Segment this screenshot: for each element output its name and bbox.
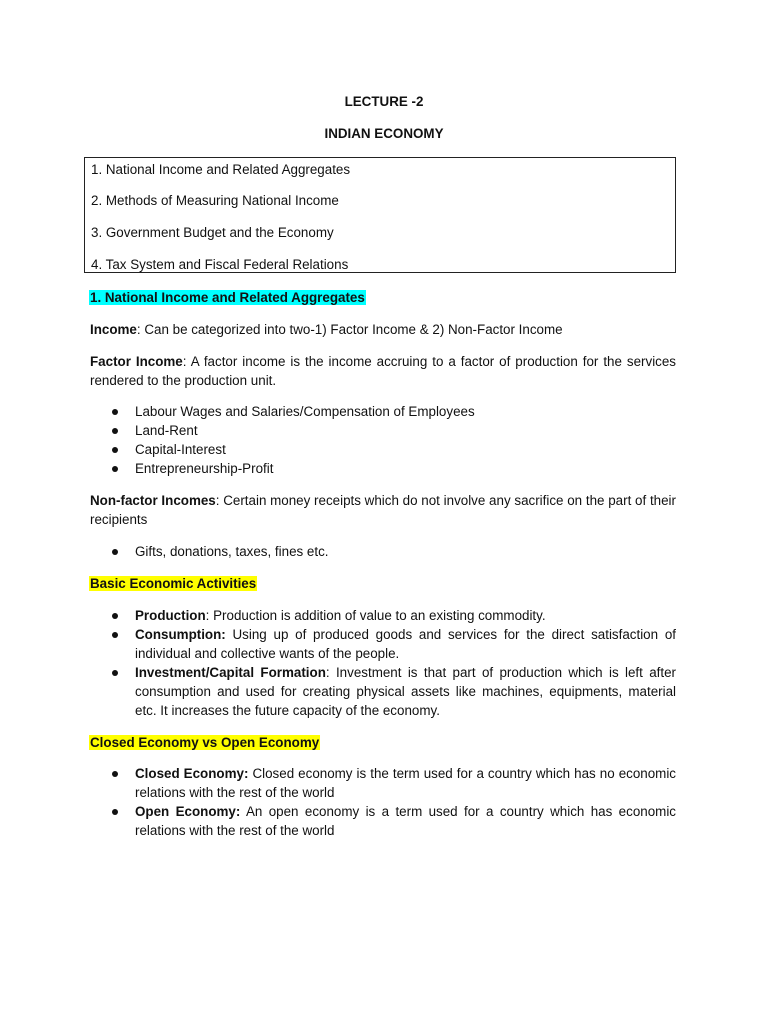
section-heading-basic-activities bbox=[89, 574, 257, 593]
list-item: Gifts, donations, taxes, fines etc. bbox=[90, 542, 676, 561]
section-heading-text: Closed Economy vs Open Economy bbox=[90, 735, 320, 750]
section-heading-closed-open-economy bbox=[89, 733, 320, 752]
bullet-icon bbox=[112, 409, 118, 415]
non-factor-text: : Certain money receipts which do not involve any sacrifice on the part of their recipients bbox=[90, 493, 676, 527]
non-factor-list bbox=[90, 542, 676, 561]
section-heading-text: Basic Economic Activities bbox=[90, 576, 257, 591]
bullet-icon bbox=[112, 670, 118, 676]
income-text: : Can be categorized into two-1) Factor Income & 2) Non-Factor Income bbox=[136, 322, 563, 337]
table-of-contents bbox=[84, 157, 676, 273]
factor-income-term: Factor Income bbox=[90, 354, 183, 369]
bullet-icon bbox=[112, 428, 118, 434]
list-item: Investment/Capital Formation: Investment is that part of production which is left after consumption and used for creating physical assets like machines, equipments, material etc. It increases the future capacity of the economy. bbox=[90, 663, 676, 720]
toc-item-1: 1. National Income and Related Aggregates bbox=[91, 162, 351, 177]
list-item: Labour Wages and Salaries/Compensation of Employees bbox=[90, 402, 676, 421]
bullet-icon bbox=[112, 771, 118, 777]
bullet-icon bbox=[112, 549, 118, 555]
lecture-title: LECTURE -2 bbox=[344, 94, 424, 109]
list-item: Production: Production is addition of value to an existing commodity. bbox=[90, 606, 676, 625]
list-item: Entrepreneurship-Profit bbox=[90, 459, 676, 478]
non-factor-term: Non-factor Incomes bbox=[90, 493, 216, 508]
income-term: Income bbox=[90, 322, 137, 337]
bullet-icon bbox=[112, 809, 118, 815]
bullet-icon bbox=[112, 447, 118, 453]
list-item: Consumption: Using up of produced goods and services for the direct satisfaction of individual and collective wants of the people. bbox=[90, 625, 676, 663]
economy-types-list bbox=[90, 764, 676, 840]
income-paragraph bbox=[90, 320, 676, 339]
toc-item-3: 3. Government Budget and the Economy bbox=[91, 225, 334, 240]
list-item: Closed Economy: Closed economy is the term used for a country which has no economic relations with the rest of the world bbox=[90, 764, 676, 802]
section-heading-text: 1. National Income and Related Aggregates bbox=[90, 290, 365, 305]
lecture-subtitle: INDIAN ECONOMY bbox=[324, 126, 444, 141]
factor-income-list bbox=[90, 402, 676, 478]
bullet-icon bbox=[112, 632, 118, 638]
economic-activities-list bbox=[90, 606, 676, 720]
list-item: Land-Rent bbox=[90, 421, 676, 440]
non-factor-income-paragraph bbox=[90, 491, 676, 529]
toc-item-4: 4. Tax System and Fiscal Federal Relations bbox=[91, 257, 349, 272]
bullet-icon bbox=[112, 466, 118, 472]
list-item: Open Economy: An open economy is a term used for a country which has economic relations with the rest of the world bbox=[90, 802, 676, 840]
list-item: Capital-Interest bbox=[90, 440, 676, 459]
section-heading-national-income bbox=[89, 288, 366, 307]
factor-income-text: : A factor income is the income accruing to a factor of production for the services rendered to the production unit. bbox=[90, 354, 677, 388]
toc-item-2: 2. Methods of Measuring National Income bbox=[91, 193, 339, 208]
bullet-icon bbox=[112, 613, 118, 619]
factor-income-paragraph bbox=[90, 352, 676, 390]
